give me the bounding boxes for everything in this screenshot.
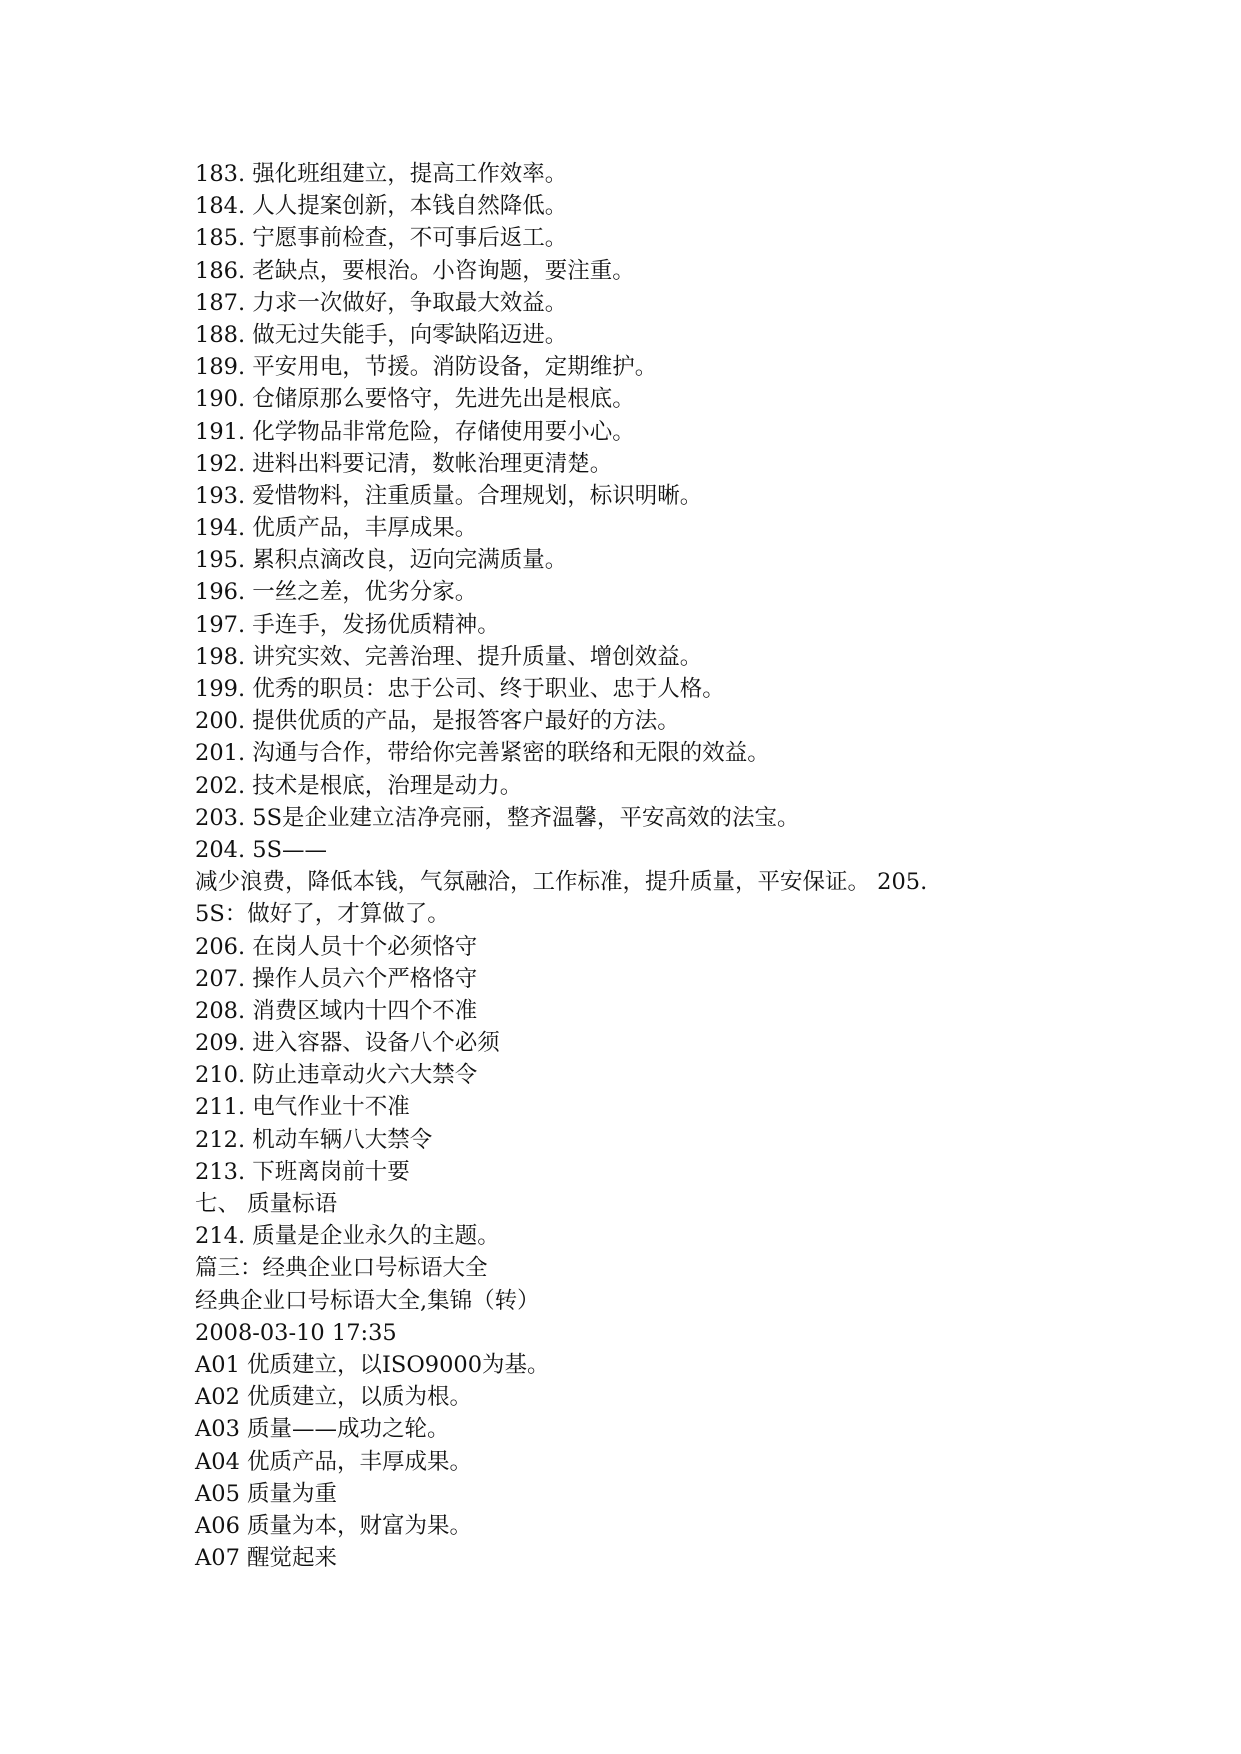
text-line: 206. 在岗人员十个必须恪守 bbox=[195, 933, 478, 960]
text-line: 189. 平安用电，节援。消防设备，定期维护。 bbox=[195, 354, 658, 381]
text-line: 184. 人人提案创新，本钱自然降低。 bbox=[195, 193, 568, 220]
text-line: 193. 爱惜物料，注重质量。合理规划，标识明晰。 bbox=[195, 482, 703, 509]
text-line: 210. 防止违章动火六大禁令 bbox=[195, 1062, 478, 1089]
text-line: A03 质量——成功之轮。 bbox=[195, 1416, 450, 1443]
text-line: 201. 沟通与合作，带给你完善紧密的联络和无限的效益。 bbox=[195, 740, 770, 767]
text-line: A07 醒觉起来 bbox=[195, 1545, 338, 1572]
text-line: 203. 5S是企业建立洁净亮丽，整齐温馨，平安高效的法宝。 bbox=[195, 804, 800, 831]
text-line: A02 优质建立，以质为根。 bbox=[195, 1384, 473, 1411]
text-line: 208. 消费区域内十四个不准 bbox=[195, 997, 478, 1024]
text-line: 199. 优秀的职员：忠于公司、终于职业、忠于人格。 bbox=[195, 676, 725, 702]
document-body bbox=[195, 158, 1055, 1574]
text-line: 187. 力求一次做好，争取最大效益。 bbox=[195, 289, 568, 316]
text-line: A06 质量为本，财富为果。 bbox=[195, 1512, 473, 1539]
text-line: 186. 老缺点，要根治。小咨询题，要注重。 bbox=[195, 257, 635, 284]
text-line: 188. 做无过失能手，向零缺陷迈进。 bbox=[195, 321, 568, 348]
text-line: 204. 5S—— bbox=[195, 836, 327, 863]
text-line: 209. 进入容器、设备八个必须 bbox=[195, 1030, 500, 1057]
text-line: 211. 电气作业十不准 bbox=[195, 1094, 410, 1121]
text-line: 194. 优质产品，丰厚成果。 bbox=[195, 515, 478, 542]
text-line: 207. 操作人员六个严格恪守 bbox=[195, 965, 478, 992]
text-line: 197. 手连手，发扬优质精神。 bbox=[195, 611, 500, 638]
text-line: 195. 累积点滴改良，迈向完满质量。 bbox=[195, 547, 568, 574]
text-line: 212. 机动车辆八大禁令 bbox=[195, 1126, 433, 1153]
text-line: 191. 化学物品非常危险，存储使用要小心。 bbox=[195, 418, 635, 445]
text-line: A01 优质建立，以ISO9000为基。 bbox=[195, 1351, 550, 1378]
text-line: 192. 进料出料要记清，数帐治理更清楚。 bbox=[195, 450, 613, 477]
text-line: 213. 下班离岗前十要 bbox=[195, 1158, 410, 1185]
text-line: 198. 讲究实效、完善治理、提升质量、增创效益。 bbox=[195, 643, 703, 670]
text-line: 183. 强化班组建立，提高工作效率。 bbox=[195, 161, 568, 187]
text-line: 减少浪费，降低本钱，气氛融洽，工作标准，提升质量，平安保证。 205. bbox=[195, 869, 928, 896]
text-line: 200. 提供优质的产品，是报答客户最好的方法。 bbox=[195, 708, 680, 735]
text-line: A04 优质产品，丰厚成果。 bbox=[195, 1448, 473, 1475]
section-heading: 篇三：经典企业口号标语大全 bbox=[195, 1255, 488, 1282]
text-line: 196. 一丝之差，优劣分家。 bbox=[195, 579, 478, 606]
text-line: 5S：做好了，才算做了。 bbox=[195, 901, 450, 928]
text-line: A05 质量为重 bbox=[195, 1480, 338, 1507]
section-heading: 七、 质量标语 bbox=[195, 1191, 338, 1217]
text-line: 214. 质量是企业永久的主题。 bbox=[195, 1223, 500, 1250]
text-line: 185. 宁愿事前检查，不可事后返工。 bbox=[195, 225, 568, 252]
text-line: 202. 技术是根底，治理是动力。 bbox=[195, 772, 523, 799]
timestamp: 2008-03-10 17:35 bbox=[195, 1319, 397, 1346]
text-line: 190. 仓储原那么要恪守，先进先出是根底。 bbox=[195, 386, 635, 413]
text-line: 经典企业口号标语大全,集锦（转） bbox=[195, 1287, 540, 1314]
